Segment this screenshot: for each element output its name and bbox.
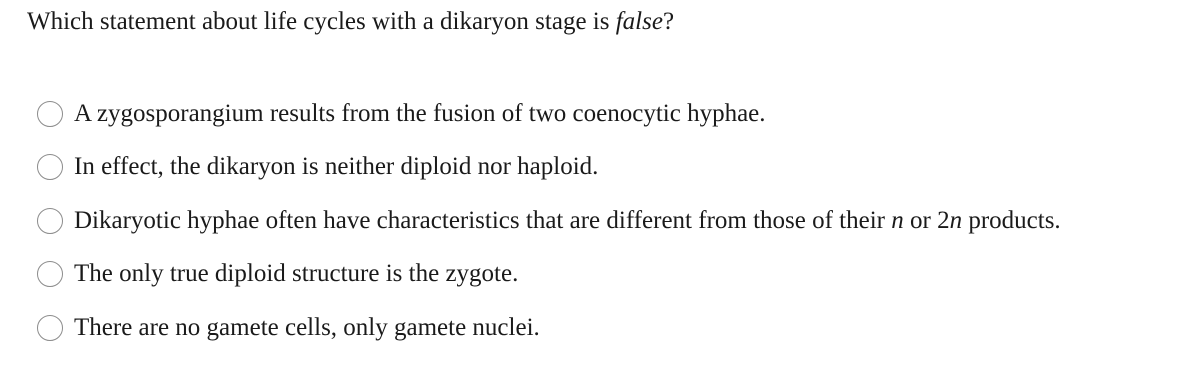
answer-options (37, 87, 1061, 355)
option-label[interactable]: In effect, the dikaryon is neither diploid nor haploid. (74, 153, 599, 181)
option-label-n1: n (891, 206, 904, 234)
radio-button[interactable] (37, 261, 63, 287)
option-2[interactable] (37, 141, 1061, 195)
question-prefix: Which statement about life cycles with a dikaryon stage is (27, 8, 616, 35)
option-label-middle: or 2 (903, 206, 950, 234)
option-label-before: Dikaryotic hyphae often have characteristics that are different from those of their (74, 206, 892, 234)
option-label-n2: n (949, 206, 963, 234)
radio-button[interactable] (37, 315, 63, 341)
option-label[interactable] (74, 204, 1061, 238)
option-label-after: products. (962, 206, 1061, 234)
radio-button[interactable] (37, 208, 63, 234)
option-label[interactable]: The only true diploid structure is the zygote. (74, 260, 519, 288)
radio-button[interactable] (37, 154, 63, 180)
option-label[interactable]: A zygosporangium results from the fusion of two coenocytic hyphae. (74, 99, 766, 127)
question-suffix: ? (662, 8, 675, 35)
option-5[interactable] (37, 301, 1061, 355)
option-1[interactable] (37, 87, 1061, 141)
option-4[interactable] (37, 248, 1061, 302)
question-emphasis: false (615, 8, 663, 35)
option-3[interactable] (37, 194, 1061, 248)
question-text (27, 5, 674, 39)
radio-button[interactable] (37, 101, 63, 127)
option-label[interactable]: There are no gamete cells, only gamete nuclei. (74, 313, 540, 341)
